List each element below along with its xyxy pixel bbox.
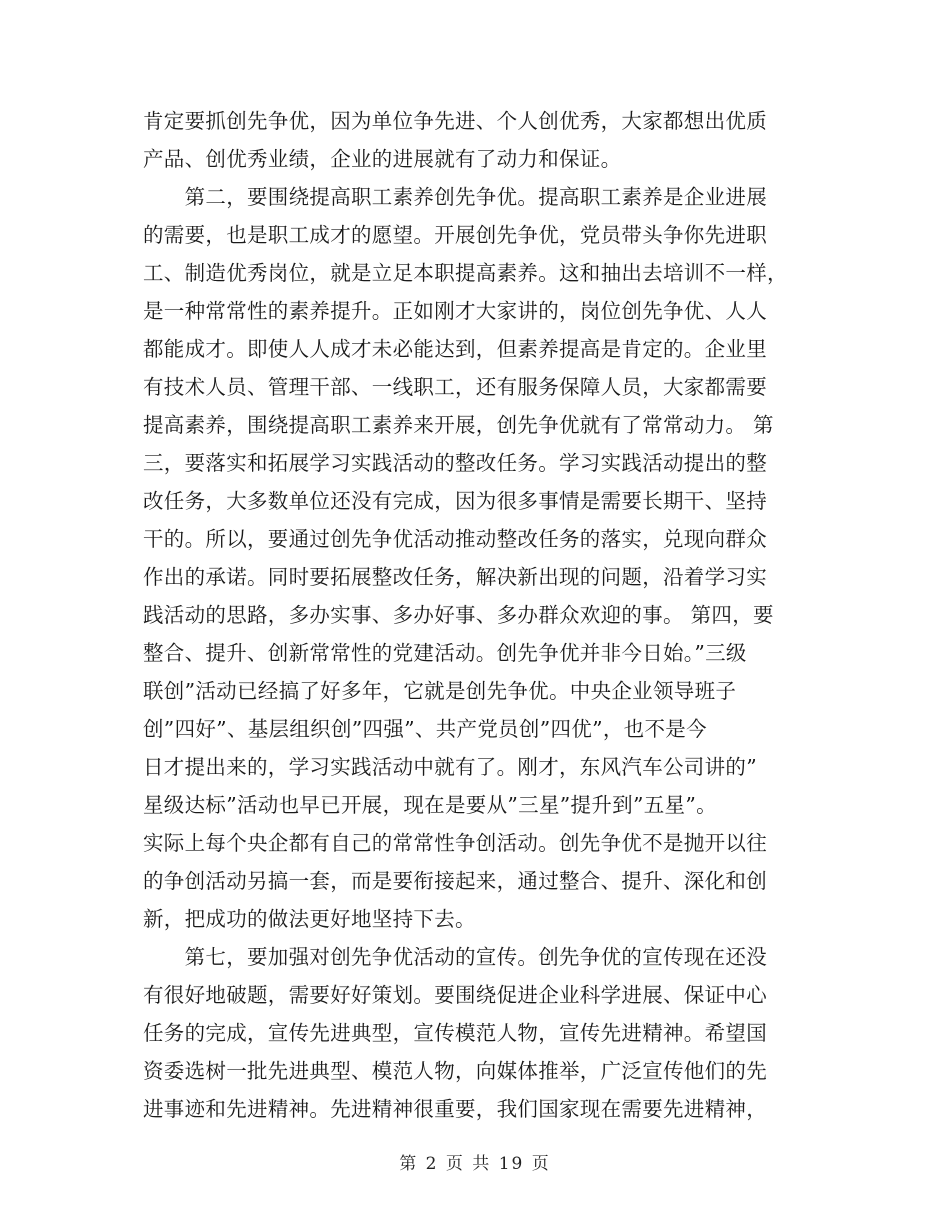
text-line: 整合、提升、创新常常性的党建活动。创先争优并非今日始。”三级 [143, 641, 747, 665]
text-line: 的争创活动另搞一套，而是要衔接起来，通过整合、提升、深化和创 [143, 869, 767, 893]
text-line: 提高素养，围绕提高职工素养来开展，创先争优就有了常常动力。 第 [143, 413, 774, 437]
text-line: 干的。所以，要通过创先争优活动推动整改任务的落实，兑现向群众 [143, 527, 767, 551]
text-line: 有很好地破题，需要好好策划。要围绕促进企业科学进展、保证中心 [143, 983, 767, 1007]
text-line: 星级达标”活动也早已开展，现在是要从”三星”提升到”五星”。 [143, 793, 717, 817]
text-line: 践活动的思路，多办实事、多办好事、多办群众欢迎的事。 第四，要 [143, 603, 774, 627]
text-line: 工、制造优秀岗位，就是立足本职提高素养。这和抽出去培训不一样， [143, 261, 788, 285]
text-line: 第二，要围绕提高职工素养创先争优。提高职工素养是企业进展 [143, 185, 767, 209]
text-line: 肯定要抓创先争优，因为单位争先进、个人创优秀，大家都想出优质 [143, 109, 767, 133]
text-line: 日才提出来的，学习实践活动中就有了。刚才，东风汽车公司讲的” [143, 755, 757, 779]
text-line: 任务的完成，宣传先进典型，宣传模范人物，宣传先进精神。希望国 [143, 1021, 767, 1045]
text-line: 新，把成功的做法更好地坚持下去。 [143, 907, 476, 931]
text-line: 第七，要加强对创先争优活动的宣传。创先争优的宣传现在还没 [143, 945, 767, 969]
page-footer: 第 2 页 共 19 页 [399, 1154, 551, 1174]
text-line: 是一种常常性的素养提升。正如刚才大家讲的，岗位创先争优、人人 [143, 299, 767, 323]
text-line: 改任务，大多数单位还没有完成，因为很多事情是需要长期干、坚持 [143, 489, 767, 513]
text-line: 都能成才。即使人人成才未必能达到，但素养提高是肯定的。企业里 [143, 337, 767, 361]
text-line: 三，要落实和拓展学习实践活动的整改任务。学习实践活动提出的整 [143, 451, 767, 475]
text-line: 作出的承诺。同时要拓展整改任务，解决新出现的问题，沿着学习实 [143, 565, 767, 589]
text-line: 创”四好”、基层组织创”四强”、共产党员创”四优”，也不是今 [143, 717, 707, 741]
text-line: 资委选树一批先进典型、模范人物，向媒体推举，广泛宣传他们的先 [143, 1059, 767, 1083]
text-line: 进事迹和先进精神。先进精神很重要，我们国家现在需要先进精神， [143, 1097, 767, 1121]
text-line: 实际上每个央企都有自己的常常性争创活动。创先争优不是抛开以往 [143, 831, 767, 855]
text-line: 有技术人员、管理干部、一线职工，还有服务保障人员，大家都需要 [143, 375, 767, 399]
text-line: 联创”活动已经搞了好多年，它就是创先争优。中央企业领导班子 [143, 679, 737, 703]
text-line: 的需要，也是职工成才的愿望。开展创先争优，党员带头争你先进职 [143, 223, 767, 247]
text-line: 产品、创优秀业绩，企业的进展就有了动力和保证。 [143, 147, 622, 171]
